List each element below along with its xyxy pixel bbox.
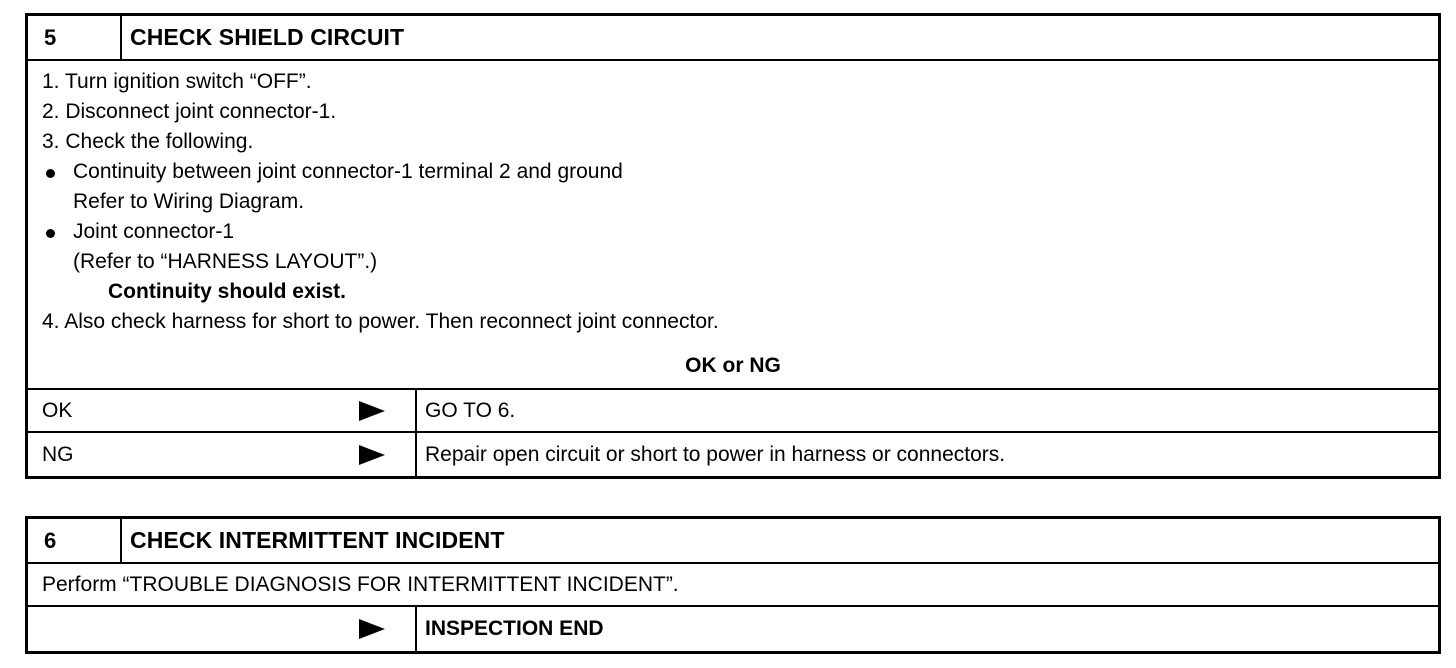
result-row-ng (28, 433, 1438, 476)
instruction-line-2: 2. Disconnect joint connector-1. (42, 100, 337, 123)
arrow-right-icon (328, 433, 415, 476)
step-6-body (28, 564, 1438, 607)
step-5-number: 5 (44, 24, 57, 50)
result-label-empty (28, 607, 328, 651)
result-row-end (28, 607, 1438, 651)
arrow-right-icon (328, 607, 415, 651)
instruction-line-3: 3. Check the following. (42, 130, 254, 153)
refer-wiring-diagram-text: Refer to Wiring Diagram. (73, 190, 305, 213)
instruction-line-1: 1. Turn ignition switch “OFF”. (42, 70, 312, 93)
bullet-item-continuity (42, 157, 1424, 187)
step-6-title: CHECK INTERMITTENT INCIDENT (120, 519, 1438, 562)
step-5-block (25, 13, 1441, 479)
result-action-ng: Repair open circuit or short to power in harness or connectors. (415, 433, 1438, 476)
step-6-instruction: Perform “TROUBLE DIAGNOSIS FOR INTERMITTENT INCIDENT”. (42, 572, 679, 596)
ok-or-ng-heading: OK or NG (685, 354, 781, 377)
step-5-header (28, 16, 1438, 61)
step-6-number: 6 (44, 527, 57, 553)
result-action-ok: GO TO 6. (415, 390, 1438, 431)
result-label-ok: OK (42, 398, 73, 422)
bullet-item-joint-connector (42, 217, 1424, 247)
step-5-body (28, 61, 1438, 390)
bullet-item-continuity-text: Continuity between joint connector-1 terminal 2 and ground (73, 160, 623, 183)
result-row-ok (28, 390, 1438, 433)
refer-harness-layout-text: (Refer to “HARNESS LAYOUT”.) (73, 250, 378, 273)
bullet-icon (46, 169, 55, 178)
step-6-header (28, 519, 1438, 564)
arrow-right-icon (328, 390, 415, 431)
continuity-expected-text: Continuity should exist. (108, 280, 347, 303)
step-5-title: CHECK SHIELD CIRCUIT (120, 16, 1438, 59)
result-label-ng: NG (42, 442, 74, 466)
bullet-item-joint-connector-text: Joint connector-1 (73, 220, 235, 243)
bullet-icon (46, 229, 55, 238)
step-6-block (25, 516, 1441, 654)
instruction-line-4: 4. Also check harness for short to power. Then reconnect joint connector. (42, 310, 719, 333)
inspection-end-text: INSPECTION END (415, 607, 1438, 651)
